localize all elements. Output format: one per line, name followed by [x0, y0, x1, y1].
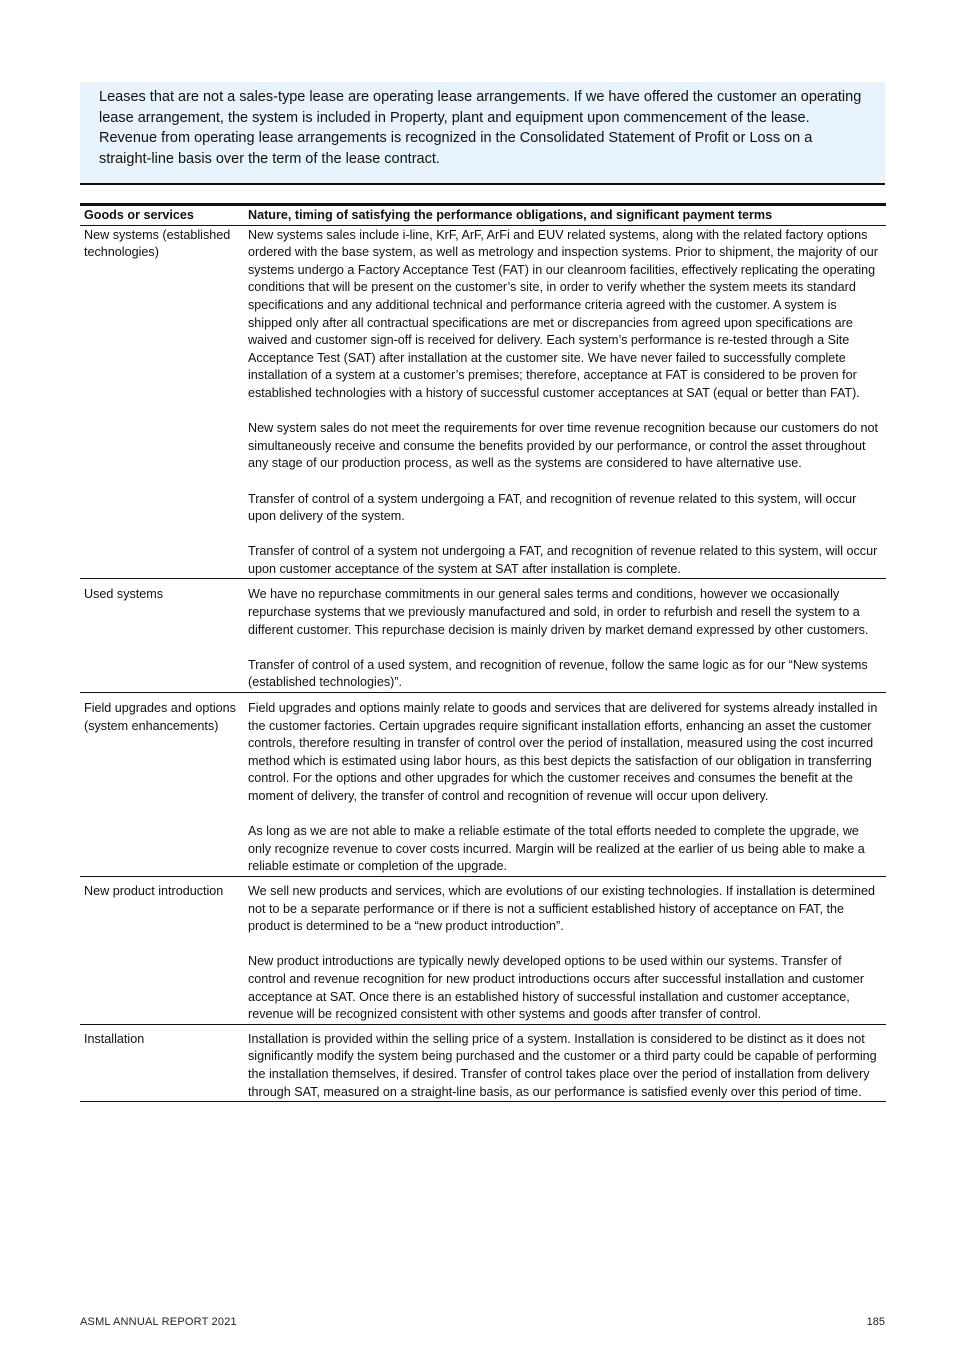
description-paragraph: New systems sales include i-line, KrF, ArF, ArFi and EUV related systems, along with the related factory options ordered with the base system, as well as metrology and inspection systems. Prior to shipment, the majority of our systems undergo a Factory Acceptance Test (FAT) in our cleanroom facilities, effectively replicating the operating conditions that will be present on the customer’s site, in order to verify whether the system meets its standard specifications and any additional technical and performance criteria agreed with the customer. A system is shipped only after all contractual specifications are met or discrepancies from agreed upon specifications are waived and customer sign-off is received for delivery. Each system’s performance is re-tested through a Site Acceptance Test (SAT) after installation at the customer site. We have never failed to successfully complete installation of a system at a customer’s premises; therefore, acceptance at FAT is considered to be proven for established technologies with a history of successful customer acceptances at SAT (equal or better than FAT). [248, 227, 878, 400]
header-goods-or-services: Goods or services [80, 205, 244, 226]
row-description [244, 1024, 886, 1101]
row-goods-label: New systems (established technologies) [80, 225, 244, 579]
description-paragraph: We sell new products and services, which are evolutions of our existing technologies. If installation is determined not to be a separate performance or if there is not a sufficient established history of acceptance on FAT, the product is determined to be a “new product introduction”. [248, 883, 875, 934]
row-description [244, 876, 886, 1024]
description-paragraph: Transfer of control of a used system, and recognition of revenue, follow the same logic as for our “New systems (established technologies)”. [248, 657, 868, 690]
row-goods-label: Installation [80, 1024, 244, 1101]
footer-report-title: ASML ANNUAL REPORT 2021 [80, 1316, 237, 1328]
table-row [80, 693, 886, 877]
performance-obligations-table [80, 203, 886, 1102]
description-paragraph: As long as we are not able to make a reliable estimate of the total efforts needed to complete the upgrade, we only recognize revenue to cover costs incurred. Margin will be realized at the earlier of us being able to make a reliable estimate or completion of the upgrade. [248, 824, 865, 874]
operating-lease-callout [80, 82, 885, 185]
description-paragraph: Transfer of control of a system not undergoing a FAT, and recognition of revenue related to this system, will occur upon customer acceptance of the system at SAT after installation is complete. [248, 544, 878, 576]
description-paragraph: New product introductions are typically newly developed options to be used within our systems. Transfer of control and revenue recognition for new product introductions occurs after successful installation and customer acceptance at SAT. Once there is an established history of successful installation and customer acceptance, revenue will be recognized consistent with other systems and goods after transfer of control. [248, 954, 865, 1022]
table-row [80, 579, 886, 693]
table-row [80, 1024, 886, 1101]
table-row [80, 876, 886, 1024]
row-description [244, 579, 886, 693]
description-paragraph: Field upgrades and options mainly relate to goods and services that are delivered for systems already installed in the customer factories. Certain upgrades require significant installation efforts, enhancing an asset the customer controls, therefore resulting in transfer of control over the period of installation, measured using the cost incurred method which is estimated using labor hours, as this best depicts the satisfaction of our obligation in transferring control. For the options and other upgrades for which the customer receives and consumes the benefit at the moment of delivery, the transfer of control and recognition of revenue will occur upon delivery. [248, 701, 878, 803]
footer-page-number: 185 [866, 1316, 885, 1328]
row-goods-label: Used systems [80, 579, 244, 693]
header-nature: Nature, timing of satisfying the performance obligations, and significant payment terms [244, 205, 886, 226]
description-paragraph: We have no repurchase commitments in our general sales terms and conditions, however we occasionally repurchase systems that we previously manufactured and sold, in order to refurbish and resell the system to a different customer. This repurchase decision is mainly driven by market demand expressed by other customers. [248, 587, 869, 637]
description-paragraph: Installation is provided within the selling price of a system. Installation is considered to be distinct as it does not significantly modify the system being purchased and the customer or a third party could be capable of performing the installation themselves, if desired. Transfer of control takes place over the period of installation from delivery through SAT, measured on a straight-line basis, as our performance is satisfied evenly over this period of time. [248, 1031, 877, 1099]
description-paragraph: New system sales do not meet the requirements for over time revenue recognition because our customers do not simultaneously receive and consume the benefits provided by our performance, or control the asset throughout any stage of our production process, as well as the systems are considered to have alternative use. [248, 421, 879, 471]
table-row [80, 225, 886, 579]
table-header-row [80, 205, 886, 226]
row-description [244, 693, 886, 877]
row-goods-label: New product introduction [80, 876, 244, 1024]
row-description [244, 225, 886, 579]
description-paragraph: Transfer of control of a system undergoing a FAT, and recognition of revenue related to this system, will occur upon delivery of the system. [248, 491, 857, 524]
row-goods-label: Field upgrades and options (system enhancements) [80, 693, 244, 877]
callout-text: Leases that are not a sales-type lease are operating lease arrangements. If we have offered the customer an operating lease arrangement, the system is included in Property, plant and equipment upon commencement of the lease. Revenue from operating lease arrangements is recognized in the Consolidated Statement of Profit or Loss on a straight-line basis over the term of the lease contract. [99, 89, 862, 167]
